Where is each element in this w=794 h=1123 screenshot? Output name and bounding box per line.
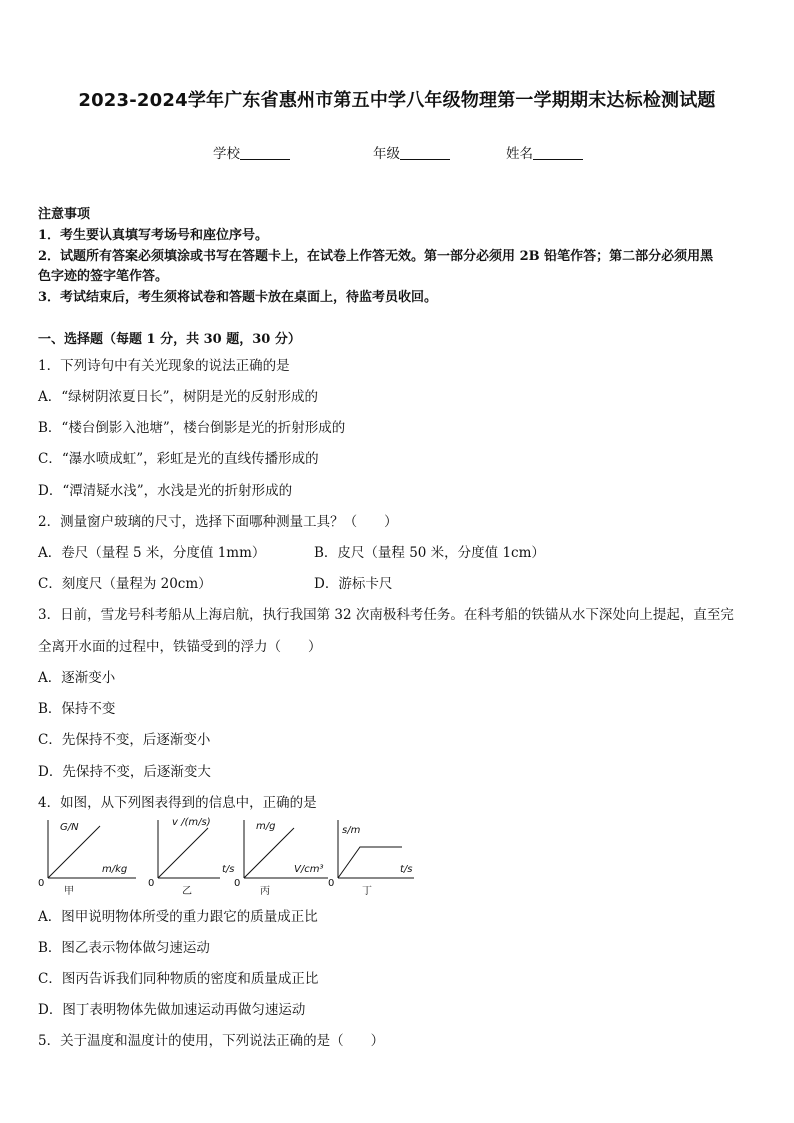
option: A．卷尺（量程 5 米，分度值 1mm） <box>38 545 266 561</box>
option: B．“楼台倒影入池塘”，楼台倒影是光的折射形成的 <box>38 420 346 436</box>
graph-yi <box>148 816 240 897</box>
name-label: 姓名 <box>506 146 533 162</box>
option: B．皮尺（量程 50 米，分度值 1cm） <box>314 545 545 561</box>
school-field <box>213 142 290 162</box>
graph-ylabel: v /(m/s) <box>172 817 211 828</box>
graph-ylabel: m/g <box>256 821 276 832</box>
graph-xlabel: V/cm³ <box>294 864 324 875</box>
name-field <box>506 142 583 162</box>
question-stem: 全离开水面的过程中，铁锚受到的浮力（ ） <box>38 639 322 655</box>
notice-item: 3．考试结束后，考生须将试卷和答题卡放在桌面上，待监考员收回。 <box>38 290 438 305</box>
graph-origin: 0 <box>148 878 155 889</box>
graph-ylabel: G/N <box>60 822 79 833</box>
option: C．先保持不变，后逐渐变小 <box>38 732 211 748</box>
question-stem: 2．测量窗户玻璃的尺寸，选择下面哪种测量工具？（ ） <box>38 514 398 530</box>
notice-item: 色字迹的签字笔作答。 <box>38 269 169 284</box>
notice-item: 2．试题所有答案必须填涂或书写在答题卡上，在试卷上作答无效。第一部分必须用 2B 铅笔作答；第二部分必须用黑 <box>38 249 714 264</box>
question-stem: 1．下列诗句中有关光现象的说法正确的是 <box>38 358 290 374</box>
graph-origin: 0 <box>234 878 241 889</box>
notice-heading: 注意事项 <box>38 207 91 222</box>
option: A．逐渐变小 <box>38 670 116 686</box>
graph-name: 乙 <box>182 886 192 897</box>
graph-origin: 0 <box>38 878 45 889</box>
grade-label: 年级 <box>373 146 400 162</box>
graph-name: 丁 <box>362 886 372 897</box>
graph-data-line <box>338 847 402 878</box>
graph-jia <box>38 816 138 897</box>
grade-field <box>373 142 450 162</box>
graph-name: 甲 <box>64 886 74 897</box>
graph-data-line <box>158 828 208 878</box>
question-stem: 4．如图，从下列图表得到的信息中，正确的是 <box>38 795 317 811</box>
option: B．保持不变 <box>38 701 116 717</box>
option: A．“绿树阴浓夏日长”，树阴是光的反射形成的 <box>38 389 319 405</box>
graph-bing-svg <box>236 816 328 894</box>
school-blank <box>240 145 290 160</box>
graph-ding <box>328 816 414 897</box>
graph-ylabel: s/m <box>342 825 361 836</box>
option: C．图丙告诉我们同种物质的密度和质量成正比 <box>38 971 319 987</box>
graph-name: 丙 <box>260 886 270 897</box>
graph-xlabel: m/kg <box>102 864 128 875</box>
option: D．游标卡尺 <box>314 576 393 592</box>
graph-data-line <box>48 826 100 878</box>
section-heading: 一、选择题（每题 1 分，共 30 题，30 分） <box>38 332 301 347</box>
question-stem: 3．日前，雪龙号科考船从上海启航，执行我国第 32 次南极科考任务。在科考船的铁锚从水下深处向上提起，直至完 <box>38 607 734 623</box>
option: C．刻度尺（量程为 20cm） <box>38 576 212 592</box>
graph-xlabel: t/s <box>400 864 413 875</box>
notice-item: 1．考生要认真填写考场号和座位序号。 <box>38 228 269 243</box>
graph-jia-svg <box>40 816 138 894</box>
question-stem: 5．关于温度和温度计的使用，下列说法正确的是（ ） <box>38 1033 385 1049</box>
option: C．“瀑水喷成虹”，彩虹是光的直线传播形成的 <box>38 451 319 467</box>
page-title: 2023-2024学年广东省惠州市第五中学八年级物理第一学期期末达标检测试题 <box>78 90 716 111</box>
option: A．图甲说明物体所受的重力跟它的质量成正比 <box>38 909 318 925</box>
option: D．图丁表明物体先做加速运动再做匀速运动 <box>38 1002 306 1018</box>
grade-blank <box>400 145 450 160</box>
graph-bing <box>234 816 328 897</box>
name-blank <box>533 145 583 160</box>
graph-data-line <box>244 828 294 878</box>
option: D．“潭清疑水浅”，水浅是光的折射形成的 <box>38 483 293 499</box>
option: D．先保持不变，后逐渐变大 <box>38 764 211 780</box>
graph-origin: 0 <box>328 878 335 889</box>
school-label: 学校 <box>213 146 240 162</box>
graph-xlabel: t/s <box>222 864 235 875</box>
option: B．图乙表示物体做匀速运动 <box>38 940 210 956</box>
